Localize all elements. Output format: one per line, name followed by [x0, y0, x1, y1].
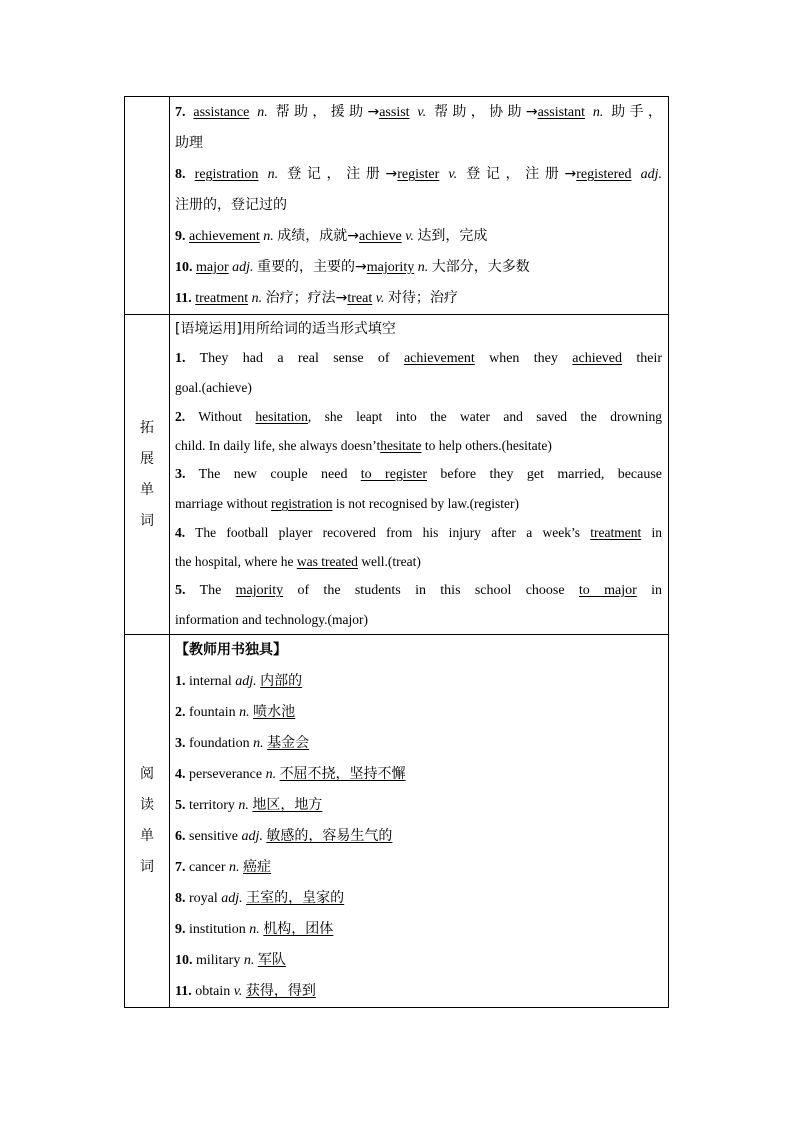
part-of-speech: adj. [235, 674, 257, 689]
answer-word: assistance [193, 105, 250, 120]
reading-words-row [125, 635, 669, 1008]
reading-word-item [170, 945, 668, 976]
item-number: 5. [175, 798, 186, 813]
meaning: 治疗；疗法→ [265, 290, 348, 306]
item-number: 9. [175, 922, 186, 937]
answer-word: treat [347, 291, 373, 306]
answer-blank: to major [578, 583, 637, 598]
part-of-speech: v. [448, 167, 458, 182]
answer-word: treatment [195, 291, 249, 306]
meaning: 助理 [175, 135, 203, 151]
answer-word: registered [576, 167, 632, 182]
meaning: 成绩，成就→ [277, 228, 359, 244]
english-word: internal [189, 674, 232, 689]
part-of-speech: n. [253, 736, 264, 751]
answer-blank: hesitation [255, 409, 308, 424]
word-family-item-9 [170, 221, 668, 252]
sentence-2 [170, 402, 668, 431]
part-of-speech: adj. [232, 260, 254, 275]
item-number: 5. [175, 583, 186, 598]
word-family-item-11 [170, 283, 668, 314]
item-number: 8. [175, 167, 186, 182]
sentence-text: child. In daily life, she always doesn’t [175, 438, 381, 453]
item-number: 1. [175, 674, 186, 689]
sentence-text: The football player recovered from his injury after a week’s [195, 525, 580, 540]
label-char: 展 [140, 450, 154, 467]
label-char: 拓 [140, 419, 154, 436]
part-of-speech: v. [233, 984, 243, 999]
label-char: 词 [140, 512, 154, 529]
sentence-text: The [199, 583, 222, 598]
sentence-4 [170, 518, 668, 547]
sentence-text: goal.(achieve) [175, 380, 252, 395]
answer-blank: achievement [403, 351, 475, 366]
english-word: sensitive [189, 829, 238, 844]
sentence-text: information and technology.(major) [175, 612, 368, 627]
exercise-header [170, 315, 668, 344]
part-of-speech: n. [267, 167, 279, 182]
section-header: [语境运用]用所给词的适当形式填空 [175, 321, 396, 337]
item-number: 11. [175, 984, 192, 999]
item-number: 1. [175, 351, 186, 366]
sentence-text: in [651, 583, 663, 598]
reading-word-item [170, 883, 668, 914]
sentence-text: well.(treat) [361, 554, 421, 569]
sentence-1-cont [170, 373, 668, 402]
item-number: 2. [175, 705, 186, 720]
exercise-cell [170, 315, 669, 635]
item-number: 3. [175, 467, 186, 482]
english-word: foundation [189, 736, 250, 751]
word-family-item-7-cont [170, 128, 668, 159]
part-of-speech: v. [417, 105, 427, 120]
item-number: 9. [175, 229, 186, 244]
answer-word: registration [194, 167, 259, 182]
sentence-2-cont [170, 431, 668, 460]
meaning: 达到，完成 [417, 228, 488, 244]
answer-blank: to register [360, 467, 428, 482]
answer-meaning: 军队 [257, 952, 286, 968]
label-char: 词 [140, 859, 154, 875]
english-word: fountain [189, 705, 236, 720]
meaning: 帮助，援助→ [275, 104, 380, 120]
sentence-text: before they get married, because [440, 467, 663, 482]
answer-blank: treatment [590, 525, 642, 540]
answer-word: achieve [358, 229, 402, 244]
sentence-3-cont [170, 489, 668, 518]
part-of-speech: n. [243, 953, 255, 968]
row-label-extension [125, 315, 170, 635]
word-family-row [125, 97, 669, 315]
extension-words-row [125, 315, 669, 635]
english-word: cancer [189, 860, 226, 875]
meaning: 登记，注册→ [287, 166, 398, 182]
answer-word: register [397, 167, 440, 182]
sentence-4-cont [170, 547, 668, 576]
label-char: 阅 [140, 766, 154, 782]
meaning: 帮助，协助→ [433, 104, 538, 120]
teacher-edition-header [170, 635, 668, 666]
part-of-speech: n. [238, 798, 249, 813]
answer-word: assistant [537, 105, 586, 120]
answer-meaning: 内部的 [260, 673, 303, 689]
section-header: 【教师用书独具】 [175, 642, 287, 658]
sentence-text: They had a real sense of [199, 351, 390, 366]
label-char: 单 [140, 828, 154, 844]
sentence-text: The new couple need [198, 467, 348, 482]
reading-word-item [170, 790, 668, 821]
meaning: 对待；治疗 [387, 290, 458, 306]
item-number: 10. [175, 260, 193, 275]
answer-meaning: 敏感的，容易生气的 [266, 828, 393, 844]
part-of-speech: v. [405, 229, 414, 244]
sentence-text: of the students in this school choose [297, 583, 565, 598]
meaning: 助手， [611, 104, 663, 120]
answer-meaning: 癌症 [243, 859, 272, 875]
part-of-speech: adj. [640, 167, 662, 182]
row-label-reading [125, 635, 170, 1008]
sentence-text: , she leapt into the water and saved the drowning [307, 409, 662, 424]
answer-blank: registration [270, 496, 333, 511]
answer-word: assist [379, 105, 410, 120]
reading-word-item [170, 914, 668, 945]
item-number: 4. [175, 767, 186, 782]
reading-word-item [170, 821, 668, 852]
reading-word-item [170, 728, 668, 759]
sentence-text: Without [198, 409, 242, 424]
item-number: 3. [175, 736, 186, 751]
answer-blank: hesitate [380, 438, 422, 453]
answer-blank: was treated [296, 554, 358, 569]
answer-meaning: 机构，团体 [263, 921, 334, 937]
item-number: 2. [175, 409, 186, 424]
item-number: 8. [175, 891, 186, 906]
part-of-speech: adj. [241, 829, 263, 844]
item-number: 4. [175, 525, 186, 540]
sentence-text: their [636, 351, 663, 366]
part-of-speech: n. [239, 705, 250, 720]
english-word: royal [189, 891, 218, 906]
english-word: military [196, 953, 241, 968]
part-of-speech: n. [249, 922, 260, 937]
english-word: perseverance [189, 767, 263, 782]
part-of-speech: n. [229, 860, 240, 875]
part-of-speech: n. [265, 767, 277, 782]
answer-meaning: 获得，得到 [245, 983, 316, 999]
sentence-text: to help others.(hesitate) [424, 438, 552, 453]
word-family-item-7 [170, 97, 668, 128]
meaning: 大部分，大多数 [431, 259, 530, 275]
vocabulary-table [124, 96, 669, 1008]
item-number: 6. [175, 829, 186, 844]
part-of-speech: n. [263, 229, 274, 244]
meaning: 登记，注册→ [466, 166, 577, 182]
meaning: 重要的，主要的→ [257, 259, 367, 275]
answer-meaning: 地区，地方 [252, 797, 323, 813]
answer-meaning: 王室的，皇家的 [246, 890, 345, 906]
sentence-5 [170, 576, 668, 605]
answer-meaning: 不屈不挠，坚持不懈 [279, 766, 406, 782]
sentence-1 [170, 344, 668, 373]
word-family-item-8 [170, 159, 668, 190]
word-family-cell [170, 97, 669, 315]
reading-word-item [170, 852, 668, 883]
sentence-text: marriage without [175, 496, 268, 511]
english-word: territory [189, 798, 235, 813]
answer-blank: achieved [572, 351, 623, 366]
sentence-text: the hospital, where he [175, 554, 294, 569]
answer-meaning: 基金会 [267, 735, 310, 751]
sentence-text: in [651, 525, 663, 540]
answer-word: major [196, 260, 229, 275]
item-number: 7. [175, 105, 186, 120]
sentence-3 [170, 460, 668, 489]
part-of-speech: n. [251, 291, 263, 306]
reading-word-item [170, 976, 668, 1007]
sentence-text: when they [489, 351, 558, 366]
english-word: institution [189, 922, 246, 937]
part-of-speech: v. [375, 291, 385, 306]
answer-meaning: 喷水池 [253, 704, 296, 720]
part-of-speech: n. [257, 105, 268, 120]
item-number: 7. [175, 860, 186, 875]
word-family-item-8-cont [170, 190, 668, 221]
reading-word-list [170, 666, 668, 1007]
meaning: 注册的，登记过的 [175, 197, 287, 213]
reading-words-cell [170, 635, 669, 1008]
reading-word-item [170, 697, 668, 728]
part-of-speech: n. [592, 105, 604, 120]
answer-word: achievement [189, 229, 260, 244]
sentence-text: is not recognised by law.(register) [335, 496, 520, 511]
answer-blank: majority [235, 583, 284, 598]
item-number: 10. [175, 953, 193, 968]
english-word: obtain [195, 984, 231, 999]
label-char: 单 [140, 481, 154, 498]
part-of-speech: n. [417, 260, 429, 275]
answer-word: majority [366, 260, 415, 275]
reading-word-item [170, 666, 668, 697]
row-label-empty [125, 97, 170, 315]
reading-word-item [170, 759, 668, 790]
part-of-speech: adj. [221, 891, 243, 906]
word-family-item-10 [170, 252, 668, 283]
label-char: 读 [140, 797, 154, 813]
item-number: 11. [175, 291, 192, 306]
sentence-5-cont [170, 605, 668, 634]
